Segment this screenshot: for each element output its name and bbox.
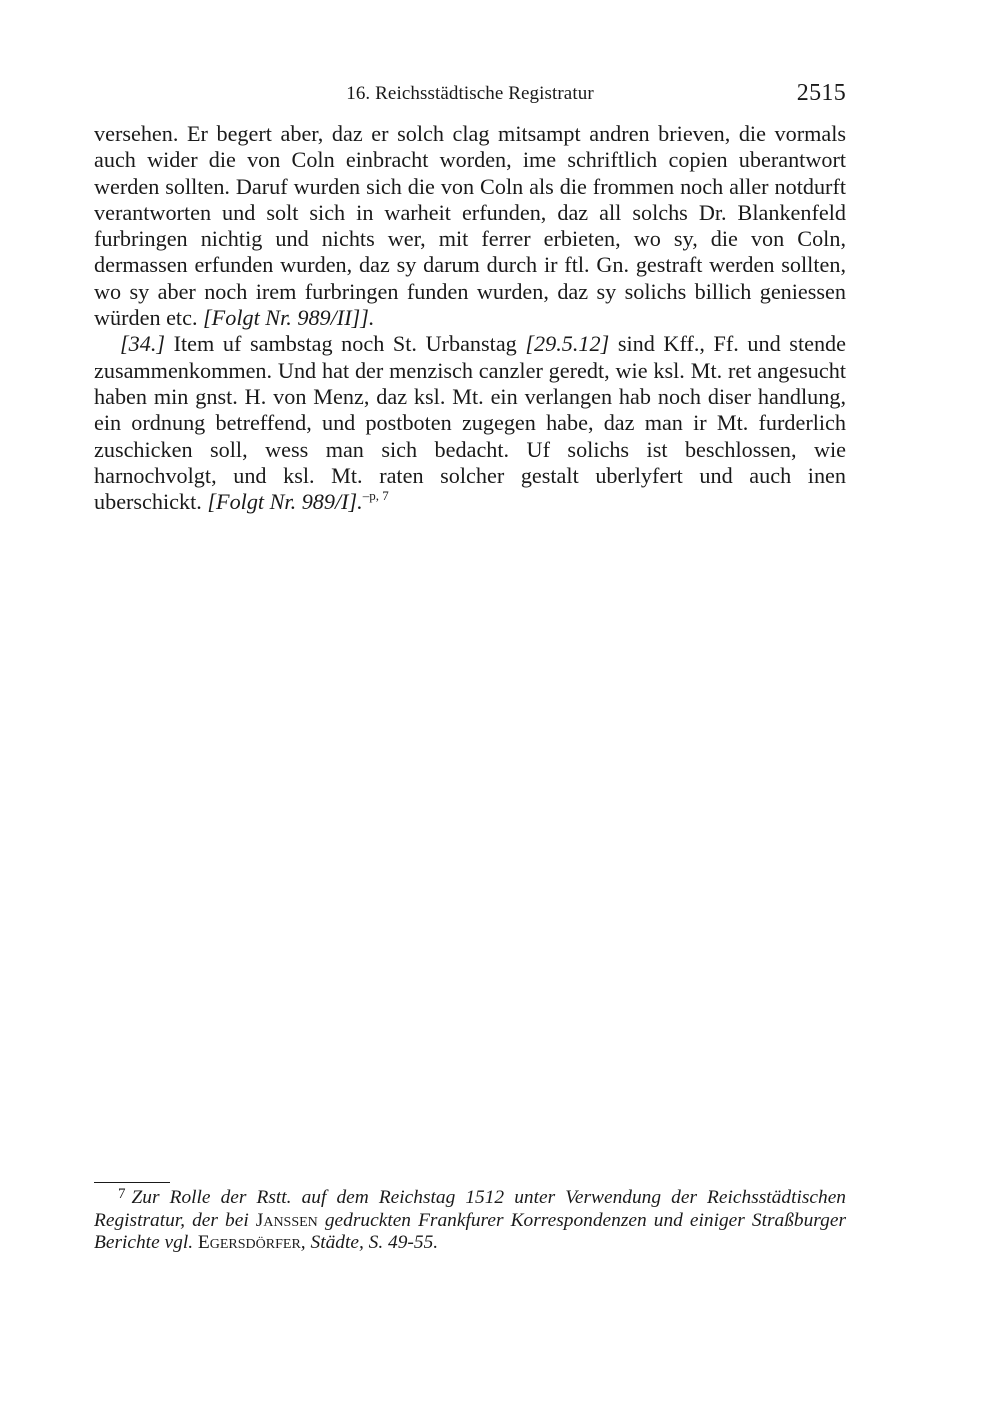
author-name: Egersdörfer xyxy=(197,1232,301,1253)
footnote-text-b: gedruckten Frankfurer Korrespondenzen und einiger Straßburger Berichte vgl. xyxy=(94,1209,846,1253)
running-title: 16. Reichsstädtische Registratur xyxy=(346,83,594,104)
editorial-date: [29.5.12] xyxy=(525,331,610,357)
footnote-text-a: Zur Rolle der Rstt. auf dem Reichstag 1512 unter Verwendung der Reichsstädtischen Registratur, der bei xyxy=(94,1187,846,1231)
main-text xyxy=(94,121,846,515)
paragraph-2-text-a: Item uf sambstag noch St. Urbanstag xyxy=(165,331,526,357)
author-name: Janssen xyxy=(255,1209,318,1231)
section-number: [34.] xyxy=(120,331,166,357)
page-header xyxy=(94,80,846,108)
paragraph-1 xyxy=(94,121,846,331)
cross-reference: [Folgt Nr. 989/I]. xyxy=(207,489,363,515)
footnote-text-c: , Städte, S. 49-55. xyxy=(300,1232,439,1253)
cross-reference: [Folgt Nr. 989/II]]. xyxy=(203,305,375,331)
paragraph-2 xyxy=(94,331,846,515)
paragraph-1-text: versehen. Er begert aber, daz er solch clag mitsampt andren brieven, die vormals auch wider die von Coln einbracht worden, ime schriftlich copien uberantwort werden sollten. Daruf wurden sich die von Coln als die frommen noch aller notdurft verantworten und solt sich in warheit erfunden, daz all solchs Dr. Blankenfeld furbringen nichtig und nichts wer, mit ferrer erbieten, wo sy, die von Coln, dermassen erfunden wurden, daz sy darum durch ir ftl. Gn. gestraft werden sollten, wo sy aber noch irem furbringen funden wurden, daz sy solichs billich geniessen würden etc. xyxy=(94,121,846,331)
paragraph-2-text-b: sind Kff., Ff. und stende zusammenkommen. Und hat der menzisch canzler geredt, wie ksl. Mt. ret angesucht haben min gnst. H. von Menz, daz ksl. Mt. ein verlangen hab noch diser handlung, ein ordnung betreffend, und postboten zugegen habe, daz man ir Mt. furderlich zuschicken soll, wess man sich bedacht. Uf solichs ist beschlossen, wie harnochvolgt, und ksl. Mt. raten solcher gestalt uberlyfert und auch inen uberschickt. xyxy=(94,331,846,515)
footnote-rule xyxy=(94,1182,170,1183)
page-number: 2515 xyxy=(796,80,846,106)
footnote-number: 7 xyxy=(118,1186,126,1202)
footnote-marker: –p, 7 xyxy=(362,488,389,504)
footnote xyxy=(94,1187,846,1255)
